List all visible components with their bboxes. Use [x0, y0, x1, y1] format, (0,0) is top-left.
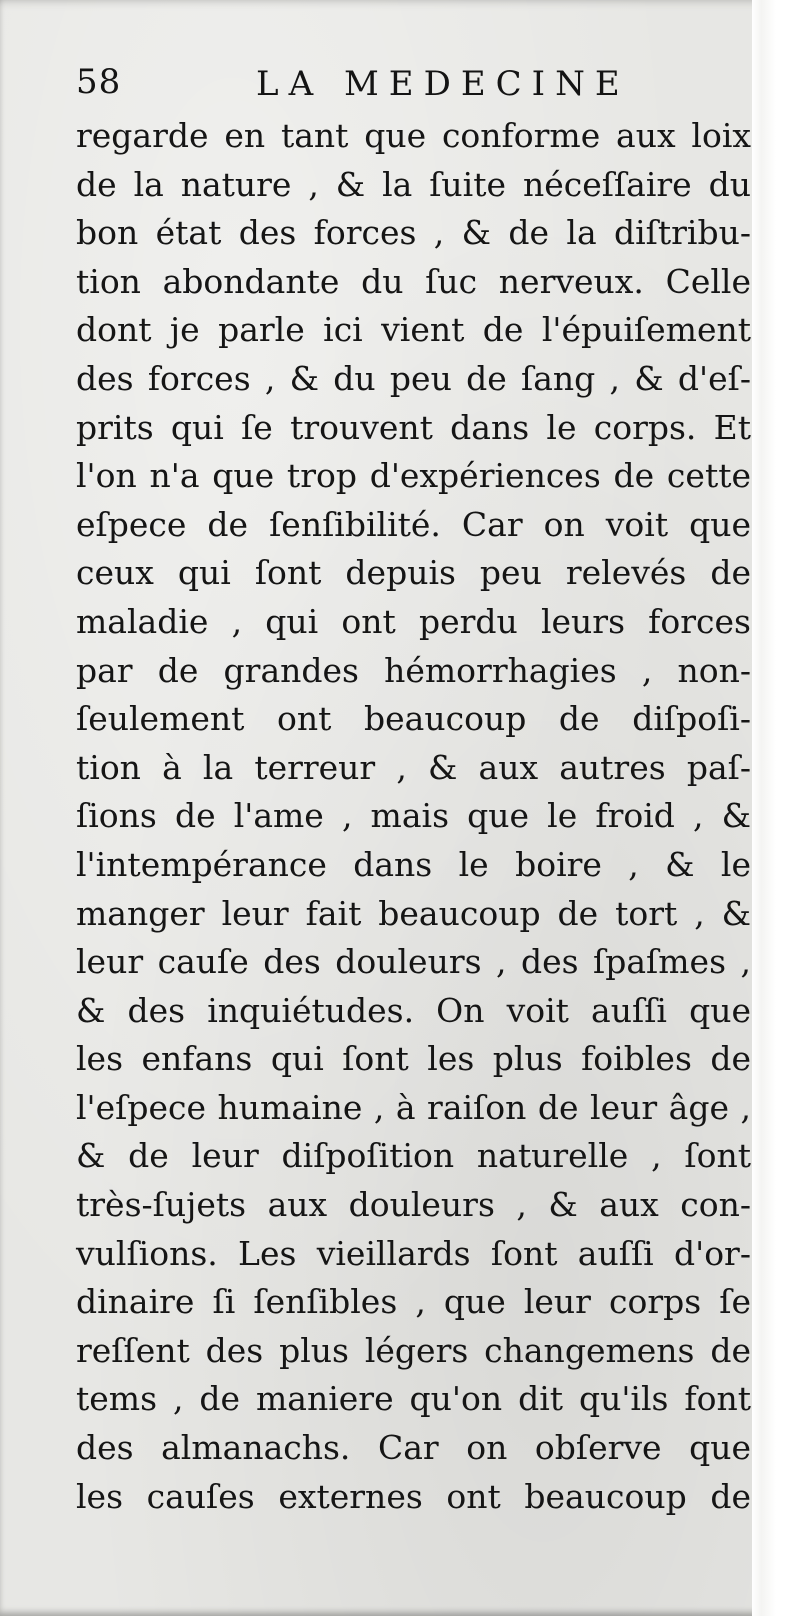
- text-line: tion à la terreur , & aux autres paſ-: [76, 747, 751, 787]
- text-line: ſeulement ont beaucoup de diſpoſi-: [76, 699, 751, 739]
- text-line: & des inquiétudes. On voit auſſi que: [76, 990, 751, 1030]
- text-line: prits qui ſe trouvent dans le corps. Et: [76, 407, 751, 447]
- body-text: [76, 112, 751, 1521]
- text-line: l'eſpece humaine , à raiſon de leur âge ,: [76, 1087, 751, 1127]
- text-line: reſſent des plus légers changemens de: [76, 1330, 751, 1370]
- text-line: ceux qui ſont depuis peu relevés de: [76, 553, 751, 593]
- page-header: [76, 62, 756, 112]
- page-edge: [752, 0, 776, 1616]
- text-line: l'on n'a que trop d'expériences de cette: [76, 456, 751, 496]
- text-line: les cauſes externes ont beaucoup de: [76, 1476, 751, 1516]
- text-line: l'intempérance dans le boire , & le: [76, 844, 751, 884]
- text-line: eſpece de ſenſibilité. Car on voit que: [76, 504, 751, 544]
- text-line: tems , de maniere qu'on dit qu'ils font: [76, 1379, 751, 1419]
- text-line: maladie , qui ont perdu leurs forces: [76, 601, 751, 641]
- text-line: regarde en tant que conforme aux loix: [76, 116, 751, 155]
- text-line: ſions de l'ame , mais que le froid , &: [76, 796, 751, 836]
- text-line: & de leur diſpoſition naturelle , ſont: [76, 1136, 751, 1176]
- text-line: de la nature , & la ſuite néceſſaire du: [76, 164, 751, 204]
- text-line: des forces , & du peu de ſang , & d'eſ-: [76, 358, 751, 398]
- page-number: 58: [76, 62, 122, 102]
- text-line: par de grandes hémorrhagies , non-: [76, 650, 751, 690]
- text-line: tion abondante du ſuc nerveux. Celle: [76, 261, 751, 301]
- text-line: dinaire ſi ſenſibles , que leur corps ſe: [76, 1282, 751, 1322]
- text-line: très-ſujets aux douleurs , & aux con-: [76, 1185, 751, 1225]
- text-line: manger leur fait beaucoup de tort , &: [76, 893, 751, 933]
- running-title: LA MEDECINE: [256, 64, 630, 104]
- text-line: des almanachs. Car on obſerve que: [76, 1428, 751, 1468]
- text-line: les enfans qui ſont les plus foibles de: [76, 1039, 751, 1079]
- text-line: dont je parle ici vient de l'épuiſement: [76, 310, 751, 350]
- text-line: vulſions. Les vieillards ſont auſſi d'or-: [76, 1233, 751, 1273]
- text-line: leur cauſe des douleurs , des ſpaſmes ,: [76, 942, 751, 982]
- text-line: bon état des forces , & de la diſtribu-: [76, 213, 751, 253]
